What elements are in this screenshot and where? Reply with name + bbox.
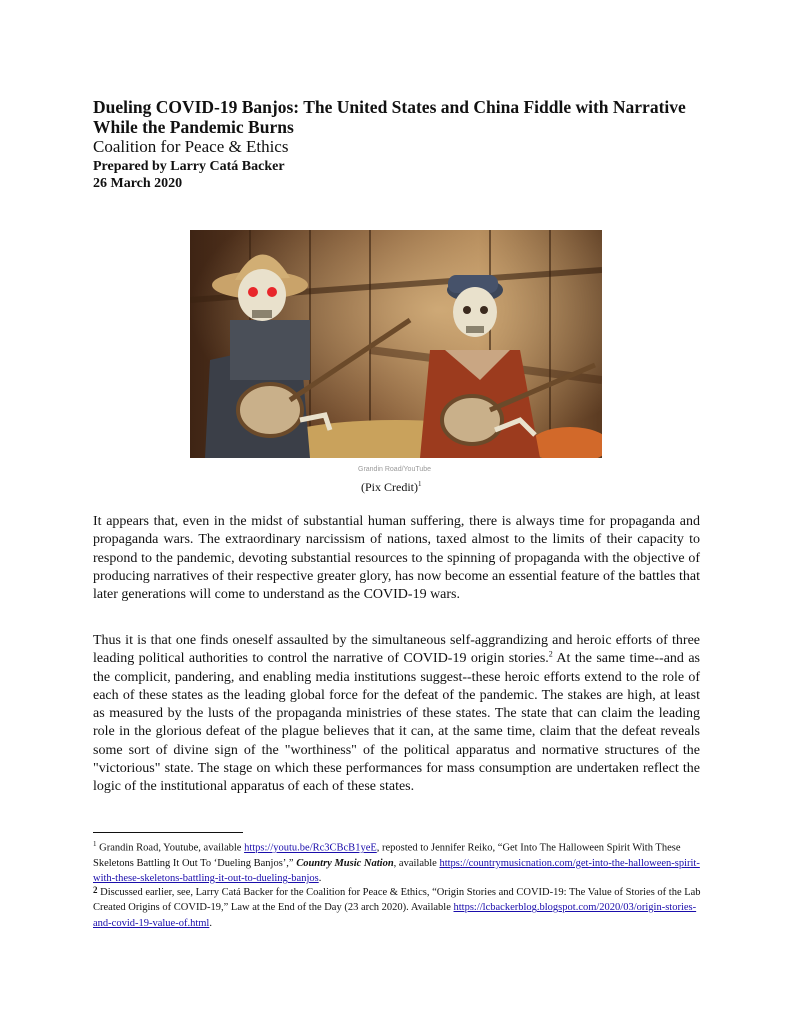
skeleton-banjo-photo — [190, 230, 602, 458]
footnote-1-link-youtube[interactable]: https://youtu.be/Rc3CBcB1yeE — [244, 842, 377, 854]
footnote-1-link-article[interactable]: https://countrymusicnation.com/get-into-the-halloween-spirit-with-these-skeletons-battling-it-out-to-dueling-banjos — [93, 857, 700, 885]
footnote-1-number: 1 — [93, 840, 97, 848]
organization-name: Coalition for Peace & Ethics — [93, 137, 289, 156]
caption-text: (Pix Credit) — [361, 480, 418, 494]
footnote-divider — [93, 832, 243, 833]
footnote-2-end: . — [209, 917, 212, 929]
footnote-1-journal: Country Music Nation — [296, 857, 394, 869]
figure-caption — [361, 480, 422, 495]
footnote-1-end: . — [318, 873, 322, 885]
footnote-1-text-3: , available — [393, 857, 440, 869]
footnote-1-text-2: , reposted to Jennifer Reiko, “Get Into The Halloween Spirit With These Skeletons Battling It Out To ‘Dueling Banjos’,” — [93, 842, 681, 869]
footnote-2-text: Discussed earlier, see, Larry Catá Backer for the Coalition for Peace & Ethics, “Origin Stories and COVID-19: The Value of Stories of the Lab Created Origins of COVID-19,” Law at the End of the Day (23 arch 2020). Available — [93, 887, 701, 914]
footnote-2-link-blog[interactable]: https://lcbackerblog.blogspot.com/2020/03/origin-stories-and-covid-19-value-of.html — [93, 902, 697, 929]
caption-footnote-ref[interactable]: 1 — [418, 480, 422, 488]
footnote-1-text: Grandin Road, Youtube, available — [96, 842, 245, 854]
body-paragraph-1: It appears that, even in the midst of substantial human suffering, there is always time for propaganda and propaganda wars. The extraordinary narcissism of nations, taxed almost to the limits of their capacity to respond to the pandemic, devoting substantial resources to the spinning of propaganda with the objective of producing narratives of their respective greater glory, has now become an essential feature of the battles that later generations will come to understand as the COVID-19 wars. — [93, 514, 700, 603]
footnote-1 — [93, 837, 708, 886]
paragraph-2-part-1: Thus it is that one finds oneself assaulted by the simultaneous self-aggrandizing and heroic efforts of three leading political authorities to control the narrative of COVID-19 origin stories. — [93, 633, 700, 667]
footnote-2-number: 2 — [93, 885, 98, 895]
paragraph-2-footnote-ref[interactable]: 2 — [548, 649, 553, 659]
document-date: 26 March 2020 — [93, 176, 183, 191]
author-line: Prepared by Larry Catá Backer — [93, 159, 285, 174]
photo-source-label: Grandin Road/YouTube — [358, 466, 432, 473]
body-paragraph-2 — [93, 632, 700, 797]
footnote-2 — [93, 883, 708, 931]
paragraph-2-part-2: At the same time--and as the complicit, pandering, and enabling media institutions suggest--these heroic efforts extend to the role of each of these states as the leading global force for the defeat of the pandemic. The stakes are high, at least as measured by the lusts of the propaganda ministries of these states. The state that can claim the leading role in the glorious defeat of the plague believes that it can, at the same time, claim that the defeat reveals some sort of divine sign of the "worthiness" of the political apparatus and normative structures of the "victorious" state. The stage on which these performances for mass consumption are undertaken reflect the logic of the institutional apparatus of each of these states. — [93, 651, 700, 795]
document-title: Dueling COVID-19 Banjos: The United States and China Fiddle with Narrative While the Pandemic Burns — [93, 97, 686, 137]
skeleton-banjo-illustration — [190, 230, 602, 458]
